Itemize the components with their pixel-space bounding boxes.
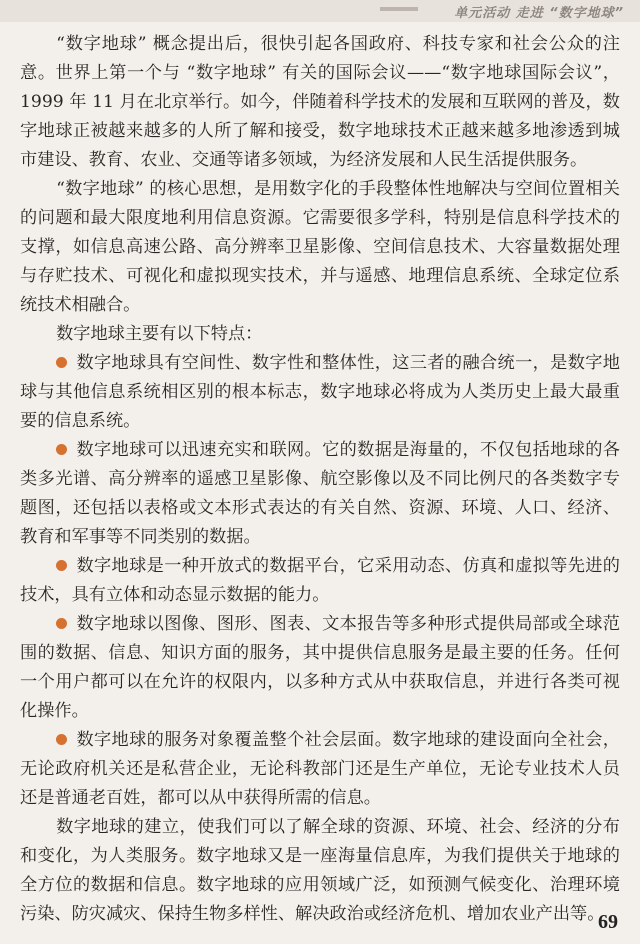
bullet-dot-icon: [56, 357, 67, 368]
header-decoration-bar: [380, 7, 418, 11]
running-header-band: [0, 0, 640, 22]
bullet-dot-icon: [56, 444, 67, 455]
feature-item: [20, 610, 620, 726]
bullet-dot-icon: [56, 618, 67, 629]
paragraph-intro: “数字地球” 概念提出后，很快引起各国政府、科技专家和社会公众的注意。世界上第一个与 “数字地球” 有关的国际会议——“数字地球国际会议”，1999 年 11 月在北京举行。如今，伴随着科学技术的发展和互联网的普及，数字地球正被越来越多的人所了解和接受，数字地球技术正越来越多地渗透到城市建设、教育、农业、交通等诸多领域，为经济发展和人民生活提供服务。: [20, 34, 620, 170]
feature-item: [20, 349, 620, 436]
page-body: [20, 30, 620, 929]
feature-text: 数字地球以图像、图形、图表、文本报告等多种形式提供局部或全球范围的数据、信息、知识方面的服务，其中提供信息服务是最主要的任务。任何一个用户都可以在允许的权限内，以多种方式从中获取信息，并进行各类可视化操作。: [20, 614, 620, 721]
bullet-dot-icon: [56, 734, 67, 745]
feature-text: 数字地球的服务对象覆盖整个社会层面。数字地球的建设面向全社会，无论政府机关还是私营企业，无论科教部门还是生产单位，无论专业技术人员还是普通老百姓，都可以从中获得所需的信息。: [20, 730, 620, 808]
page-number: 69: [598, 911, 618, 933]
feature-item: [20, 726, 620, 813]
bullet-dot-icon: [56, 560, 67, 571]
paragraph-features-lead: 数字地球主要有以下特点：: [56, 324, 263, 344]
paragraph-closing: 数字地球的建立，使我们可以了解全球的资源、环境、社会、经济的分布和变化，为人类服务。数字地球又是一座海量信息库，为我们提供关于地球的全方位的数据和信息。数字地球的应用领域广泛，如预测气候变化、治理环境污染、防灾减灾、保持生物多样性、解决政治或经济危机、增加农业产出等。: [20, 817, 620, 924]
feature-text: 数字地球具有空间性、数字性和整体性，这三者的融合统一，是数字地球与其他信息系统相区别的根本标志，数字地球必将成为人类历史上最大最重要的信息系统。: [20, 353, 620, 431]
paragraph-core-idea: “数字地球” 的核心思想，是用数字化的手段整体性地解决与空间位置相关的问题和最大限度地利用信息资源。它需要很多学科，特别是信息科学技术的支撑，如信息高速公路、高分辨率卫星影像、空间信息技术、大容量数据处理与存贮技术、可视化和虚拟现实技术，并与遥感、地理信息系统、全球定位系统技术相融合。: [20, 179, 620, 315]
feature-text: 数字地球可以迅速充实和联网。它的数据是海量的，不仅包括地球的各类多光谱、高分辨率的遥感卫星影像、航空影像以及不同比例尺的各类数字专题图，还包括以表格或文本形式表达的有关自然、资源、环境、人口、经济、教育和军事等不同类别的数据。: [20, 440, 620, 547]
running-header-title: 单元活动 走进 “数字地球”: [454, 6, 624, 21]
feature-item: [20, 552, 620, 610]
feature-text: 数字地球是一种开放式的数据平台，它采用动态、仿真和虚拟等先进的技术，具有立体和动态显示数据的能力。: [20, 556, 620, 605]
feature-item: [20, 436, 620, 552]
